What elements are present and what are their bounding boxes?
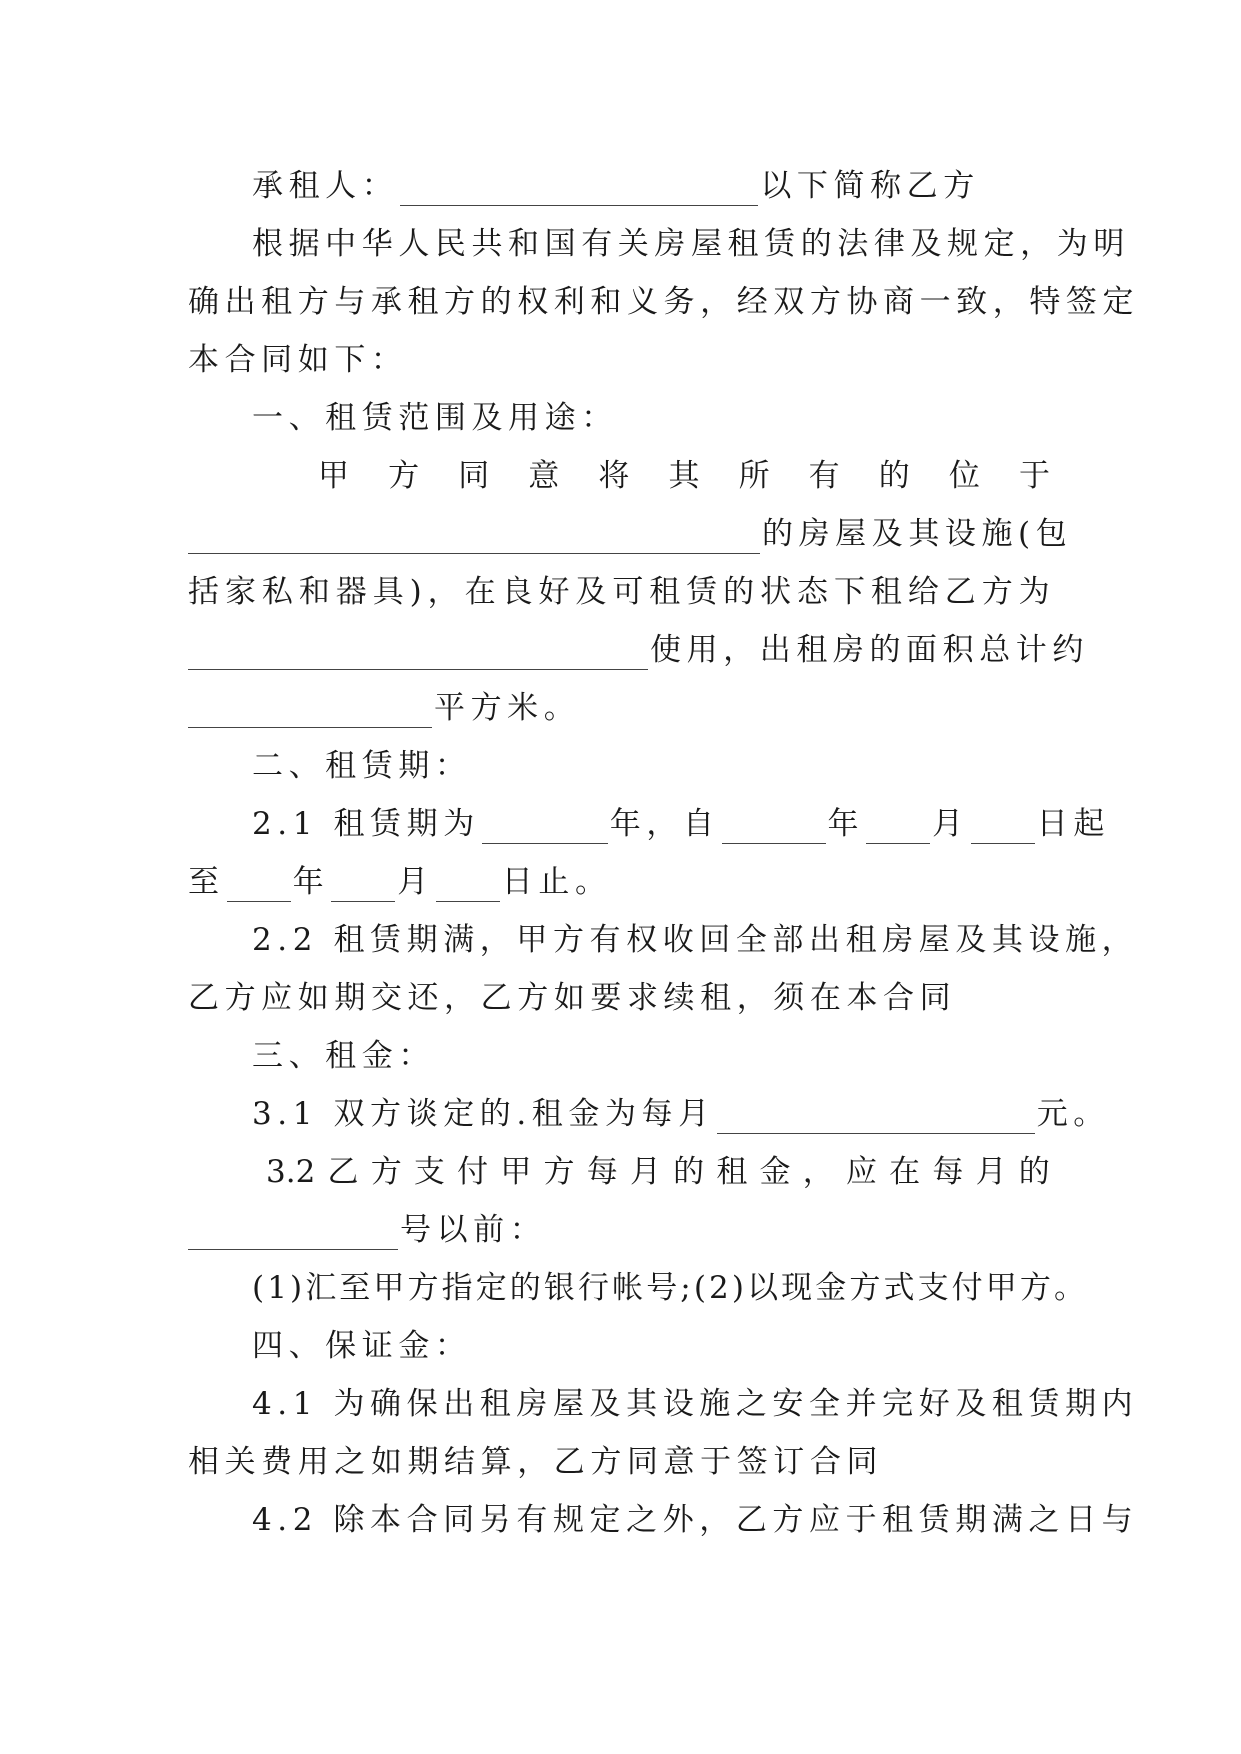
lease-years-blank[interactable]: [482, 813, 608, 844]
end-year-blank[interactable]: [227, 871, 291, 902]
area-blank[interactable]: [188, 697, 432, 728]
end-day-blank[interactable]: [436, 871, 500, 902]
lease-term-line: 2.1 租赁期为 年，自 年 月 日起: [252, 806, 1110, 842]
start-day-blank[interactable]: [971, 813, 1035, 844]
start-year-blank[interactable]: [722, 813, 826, 844]
area-line: 平方米。: [188, 688, 1050, 728]
paragraph-line: 4.2 除本合同另有规定之外，乙方应于租赁期满之日与: [252, 1502, 1139, 1538]
justified-line-lease-state: 括 家 私 和 器 具 ) ， 在 良 好 及 可 租 赁 的 状 态 下 租 给 乙 方 为: [188, 574, 1050, 610]
payment-day-blank[interactable]: [188, 1219, 398, 1250]
payment-day-line: 号以前：: [188, 1210, 1050, 1250]
section-heading-scope: 一、租赁范围及用途：: [252, 400, 618, 436]
paragraph-line: 2.2 租赁期满，甲方有权收回全部出租房屋及其设施，: [252, 922, 1139, 958]
lease-end-line: 至 年 月 日止。: [188, 864, 612, 900]
section-heading-rent: 三、租金：: [252, 1038, 435, 1074]
property-location-blank[interactable]: [188, 523, 760, 554]
paragraph-line: 相关费用之如期结算，乙方同意于签订合同: [188, 1444, 884, 1480]
section-heading-deposit: 四、保证金：: [252, 1328, 472, 1364]
paragraph-line: 根据中华人民共和国有关房屋租赁的法律及规定，为明: [252, 226, 1130, 262]
rent-amount-line: 3.1 双方谈定的.租金为每月 元。: [252, 1096, 1110, 1132]
property-location-line: 的房屋及其设施(包: [188, 514, 1050, 554]
justified-line-location: 甲 方 同 意 将 其 所 有 的 位 于: [318, 458, 1050, 494]
tenant-line: [252, 166, 1050, 206]
paragraph-line: 本合同如下：: [188, 342, 408, 378]
paragraph-line: 4.1 为确保出租房屋及其设施之安全并完好及租赁期内: [252, 1386, 1139, 1422]
usage-purpose-blank[interactable]: [188, 639, 648, 670]
tenant-label: 承租人：: [252, 168, 399, 204]
monthly-rent-blank[interactable]: [717, 1103, 1035, 1134]
section-heading-term: 二、租赁期：: [252, 748, 472, 784]
start-month-blank[interactable]: [866, 813, 930, 844]
tenant-name-blank[interactable]: [400, 175, 758, 206]
tenant-abbrev-text: 以下简称乙方: [760, 168, 980, 204]
end-month-blank[interactable]: [331, 871, 395, 902]
usage-line: 使用，出租房的面积总计约: [188, 630, 1050, 670]
paragraph-line: 乙方应如期交还，乙方如要求续租，须在本合同: [188, 980, 957, 1016]
paragraph-line: 确出租方与承租方的权利和义务，经双方协商一致，特签定: [188, 284, 1140, 320]
paragraph-line: (1)汇至甲方指定的银行帐号;(2)以现金方式支付甲方。: [252, 1270, 1089, 1306]
justified-line-payment: 3.2 乙 方 支 付 甲 方 每 月 的 租 金 ， 应 在 每 月 的: [266, 1154, 1050, 1190]
